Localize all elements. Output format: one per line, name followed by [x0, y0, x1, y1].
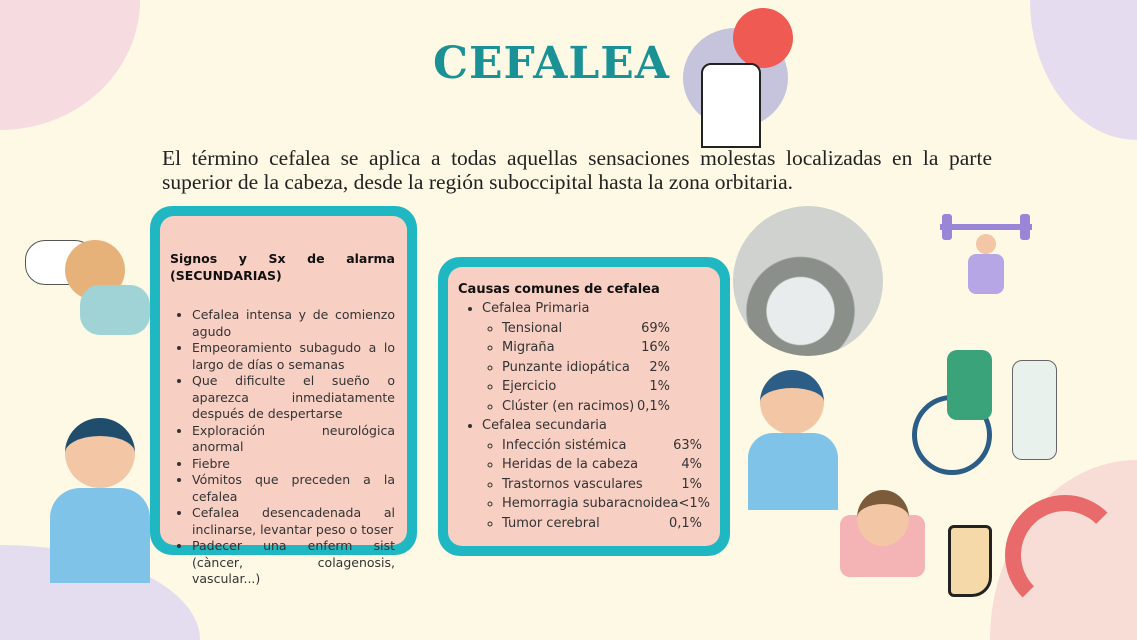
cause-item — [502, 338, 710, 358]
cause-percentage: 4% — [681, 457, 702, 472]
cause-name: ◦ Clúster (en racimos) — [502, 398, 635, 414]
cause-name: ◦ Punzante idiopática — [502, 359, 630, 375]
cause-name: ◦ Heridas de la cabeza — [502, 457, 639, 472]
alarm-sign-item: • Cefalea intensa y de comienzo agudo — [192, 307, 395, 340]
alarm-sign-item: • Que dificulte el sueño o aparezca inmediatamente después de despertarse — [192, 373, 395, 423]
blood-vessel-illustration — [1005, 495, 1125, 615]
alarm-signs-card — [150, 206, 417, 586]
alarm-sign-item: • Cefalea desencadenada al inclinarse, levantar peso o toser — [192, 505, 395, 538]
alarm-sign-item: • Fiebre — [192, 456, 395, 473]
common-causes-card — [438, 257, 730, 556]
sick-child-thermometer-illustration — [835, 485, 930, 577]
cause-percentage: 16% — [641, 340, 670, 355]
cause-percentage: 0,1% — [636, 398, 670, 414]
secondary-headache-label: Cefalea secundaria — [482, 418, 607, 433]
secondary-headache-group — [482, 416, 710, 533]
weightlifter-illustration — [940, 210, 1032, 302]
cause-name: ◦ Ejercicio — [502, 379, 557, 394]
cause-name: ◦ Infección sistémica — [502, 437, 627, 453]
cause-item — [502, 319, 710, 339]
alarm-signs-list — [170, 307, 395, 588]
alarm-sign-item: • Exploración neurológica anormal — [192, 423, 395, 456]
decor-blob-top-left — [0, 0, 140, 130]
decor-blob-top-right — [1030, 0, 1137, 140]
cause-percentage: 1% — [649, 379, 670, 394]
leg-veins-illustration — [948, 525, 992, 597]
cause-percentage: 69% — [641, 320, 670, 336]
cause-item — [502, 455, 710, 475]
vomiting-person-photo — [733, 206, 883, 356]
cause-item — [502, 397, 710, 417]
alarm-sign-item: • Padecer una enferm sist (càncer, colagenosis, vascular...) — [192, 538, 395, 588]
cause-name: ◦ Migraña — [502, 340, 555, 355]
sleepless-woman-illustration — [15, 200, 150, 335]
alarm-sign-item: • Vómitos que preceden a la cefalea — [192, 472, 395, 505]
cause-name: ◦ Tensional — [502, 320, 563, 336]
cause-percentage: 1% — [681, 476, 702, 492]
page-title: CEFALEA — [433, 38, 670, 89]
cause-item — [502, 358, 710, 378]
alarm-signs-heading: Signos y Sx de alarma (SECUNDARIAS) — [170, 251, 395, 283]
cause-name: ◦ Trastornos vasculares — [502, 476, 643, 492]
cause-item — [502, 514, 710, 534]
intro-paragraph: El término cefalea se aplica a todas aquellas sensaciones molestas localizadas en la parte superior de la cabeza, desde la región suboccipital hasta la zona orbitaria. — [162, 146, 992, 194]
primary-headache-label: Cefalea Primaria — [482, 301, 590, 316]
primary-headache-group — [482, 299, 710, 416]
cause-percentage: 2% — [649, 359, 670, 375]
cause-percentage: <1% — [678, 496, 711, 511]
cause-item — [502, 494, 710, 514]
cause-item — [502, 377, 710, 397]
cause-name: ◦ Hemorragia subaracnoidea — [502, 496, 679, 511]
cause-percentage: 63% — [673, 437, 702, 453]
causes-heading: Causas comunes de cefalea — [458, 282, 660, 297]
cause-name: ◦ Tumor cerebral — [502, 515, 600, 531]
cause-percentage: 0,1% — [668, 515, 702, 531]
alarm-sign-item: • Empeoramiento subagudo a lo largo de días o semanas — [192, 340, 395, 373]
cause-item — [502, 475, 710, 495]
coughing-boy-illustration — [45, 418, 150, 583]
headache-person-illustration — [683, 8, 793, 148]
cause-item — [502, 436, 710, 456]
secondary-causes-list — [482, 436, 710, 534]
primary-causes-list — [482, 319, 710, 417]
wheelchair-patient-illustration — [912, 330, 1062, 478]
boy-headache-illustration — [738, 355, 848, 510]
